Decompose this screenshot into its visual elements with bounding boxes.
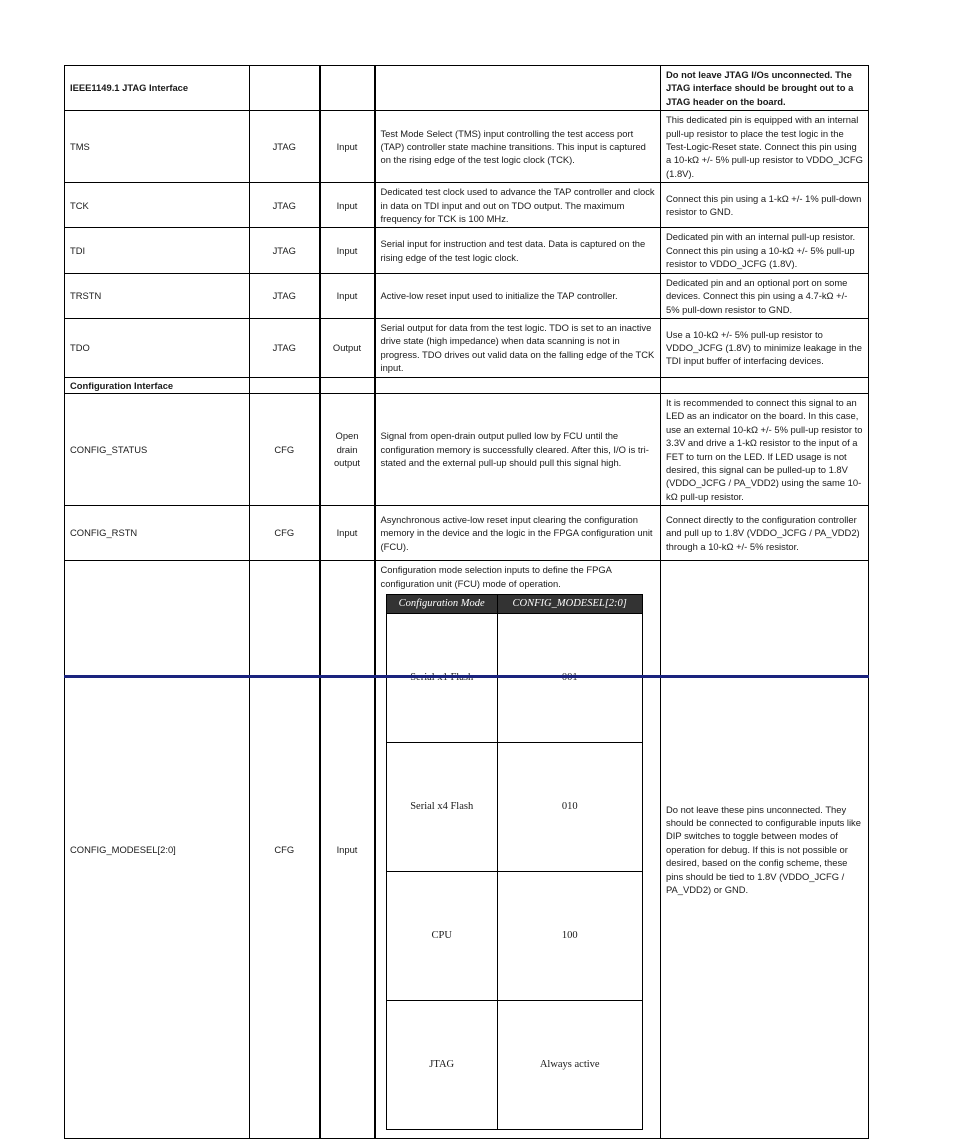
table-row	[65, 183, 869, 228]
mode-value: 100	[497, 872, 642, 1001]
mode-name: JTAG	[386, 1001, 497, 1130]
pin-type: JTAG	[250, 183, 320, 228]
pin-description: Configuration mode selection inputs to define the FPGA configuration unit (FCU) mode of operation.	[380, 564, 612, 589]
mode-value: Always active	[497, 1001, 642, 1130]
pin-direction: Input	[320, 183, 375, 228]
pin-direction: Output	[320, 318, 375, 377]
footer-rule	[64, 675, 869, 678]
pin-recommendation: Do not leave these pins unconnected. They should be connected to configurable inputs like DIP switches to toggle between modes of operation for debug. If this is not possible or desired, based on the config scheme, these pins should be tied to 1.8V (VDDO_JCFG / PA_VDD2) or GND.	[661, 561, 869, 1139]
table-row	[65, 506, 869, 561]
pin-type: CFG	[250, 506, 320, 561]
pin-recommendation: Connect directly to the configuration controller and pull up to 1.8V (VDDO_JCFG / PA_VDD2) through a 10-kΩ +/- 5% resistor.	[661, 506, 869, 561]
config-mode-row	[386, 872, 642, 1001]
pin-description: Signal from open-drain output pulled low by FCU until the configuration memory is successfully cleared. After this, I/O is tri-stated and the external pull-up should pull this signal high.	[375, 393, 661, 505]
pin-name: CONFIG_RSTN	[65, 506, 250, 561]
mode-value	[497, 614, 642, 743]
column-header: Configuration Mode	[386, 595, 497, 614]
column-header: CONFIG_MODESEL[2:0]	[497, 595, 642, 614]
pin-type: CFG	[250, 393, 320, 505]
pin-recommendation: Dedicated pin with an internal pull-up resistor. Connect this pin using a 10-kΩ +/- 5% pull-up resistor to VDDO_JCFG (1.8V).	[661, 228, 869, 273]
pin-direction: Input	[320, 228, 375, 273]
section-title-config: Configuration Interface	[65, 377, 250, 393]
pin-description: Asynchronous active-low reset input clearing the configuration memory in the device and the logic in the FPGA configuration unit (FCU).	[375, 506, 661, 561]
mode-value: 010	[497, 743, 642, 872]
table-row	[65, 273, 869, 318]
empty-cell	[320, 377, 375, 393]
pin-recommendation: It is recommended to connect this signal to an LED as an indicator on the board. In this case, use an external 10-kΩ +/- 5% pull-up resistor to 3.3V and drive a 1-kΩ resistor to the input of a FET to turn on the LED. If LED usage is not desired, this signal can be pulled-up to 1.8V (VDDO_JCFG / PA_VDD2) using the same 10-kΩ pull-up resistor.	[661, 393, 869, 505]
empty-cell	[250, 377, 320, 393]
pin-name: TDO	[65, 318, 250, 377]
config-mode-header-row	[386, 595, 642, 614]
empty-cell	[250, 66, 320, 111]
config-mode-row	[386, 1001, 642, 1130]
jtag-note: Do not leave JTAG I/Os unconnected. The JTAG interface should be brought out to a JTAG header on the board.	[661, 66, 869, 111]
pin-name: TMS	[65, 111, 250, 183]
pin-name: CONFIG_MODESEL[2:0]	[65, 561, 250, 1139]
pin-recommendation: Use a 10-kΩ +/- 5% pull-up resistor to VDDO_JCFG (1.8V) to minimize leakage in the TDI input buffer of interfacing devices.	[661, 318, 869, 377]
pin-recommendation: Dedicated pin and an optional port on some devices. Connect this pin using a 4.7-kΩ +/- 5% pull-down resistor to GND.	[661, 273, 869, 318]
pin-direction: Open drain output	[320, 393, 375, 505]
pin-recommendation: Connect this pin using a 1-kΩ +/- 1% pull-down resistor to GND.	[661, 183, 869, 228]
pin-description: Serial output for data from the test logic. TDO is set to an inactive drive state (high impedance) when data scanning is not in progress. TDO drives out valid data on the falling edge of the TCK input.	[375, 318, 661, 377]
mode-name: Serial x4 Flash	[386, 743, 497, 872]
empty-cell	[661, 377, 869, 393]
pin-description: Test Mode Select (TMS) input controlling the test access port (TAP) controller state machine transitions. This input is captured on the rising edge of the test logic clock (TCK).	[375, 111, 661, 183]
pin-description: Active-low reset input used to initialize the TAP controller.	[375, 273, 661, 318]
table-row	[65, 228, 869, 273]
pin-type: JTAG	[250, 111, 320, 183]
pin-description: Dedicated test clock used to advance the TAP controller and clock in data on TDI input and out on TDO output. The maximum frequency for TCK is 100 MHz.	[375, 183, 661, 228]
table-row	[65, 561, 869, 1139]
pin-name: CONFIG_STATUS	[65, 393, 250, 505]
section-title-jtag: IEEE1149.1 JTAG Interface	[65, 66, 250, 111]
mode-name	[386, 614, 497, 743]
pin-description: Serial input for instruction and test data. Data is captured on the rising edge of the test logic clock.	[375, 228, 661, 273]
pin-type: CFG	[250, 561, 320, 1139]
pin-direction: Input	[320, 111, 375, 183]
pin-name: TCK	[65, 183, 250, 228]
pin-direction: Input	[320, 561, 375, 1139]
config-mode-row	[386, 743, 642, 872]
pin-type: JTAG	[250, 318, 320, 377]
table-row	[65, 318, 869, 377]
pin-recommendation: This dedicated pin is equipped with an internal pull-up resistor to place the test logic in the Test-Logic-Reset state. Connect this pin using a 10-kΩ +/- 5% pull-up resistor to VDDO_JCFG (1.8V).	[661, 111, 869, 183]
config-mode-row	[386, 614, 642, 743]
pin-type: JTAG	[250, 273, 320, 318]
pin-name: TDI	[65, 228, 250, 273]
mode-name: CPU	[386, 872, 497, 1001]
empty-cell	[375, 377, 661, 393]
pin-name: TRSTN	[65, 273, 250, 318]
table-row-config-header	[65, 377, 869, 393]
table-row	[65, 111, 869, 183]
empty-cell	[375, 66, 661, 111]
pin-description-table	[64, 65, 869, 1139]
pin-direction: Input	[320, 273, 375, 318]
table-row	[65, 393, 869, 505]
table-row-jtag-header	[65, 66, 869, 111]
pin-direction: Input	[320, 506, 375, 561]
pin-type: JTAG	[250, 228, 320, 273]
pin-description-with-table	[375, 561, 661, 1139]
empty-cell	[320, 66, 375, 111]
